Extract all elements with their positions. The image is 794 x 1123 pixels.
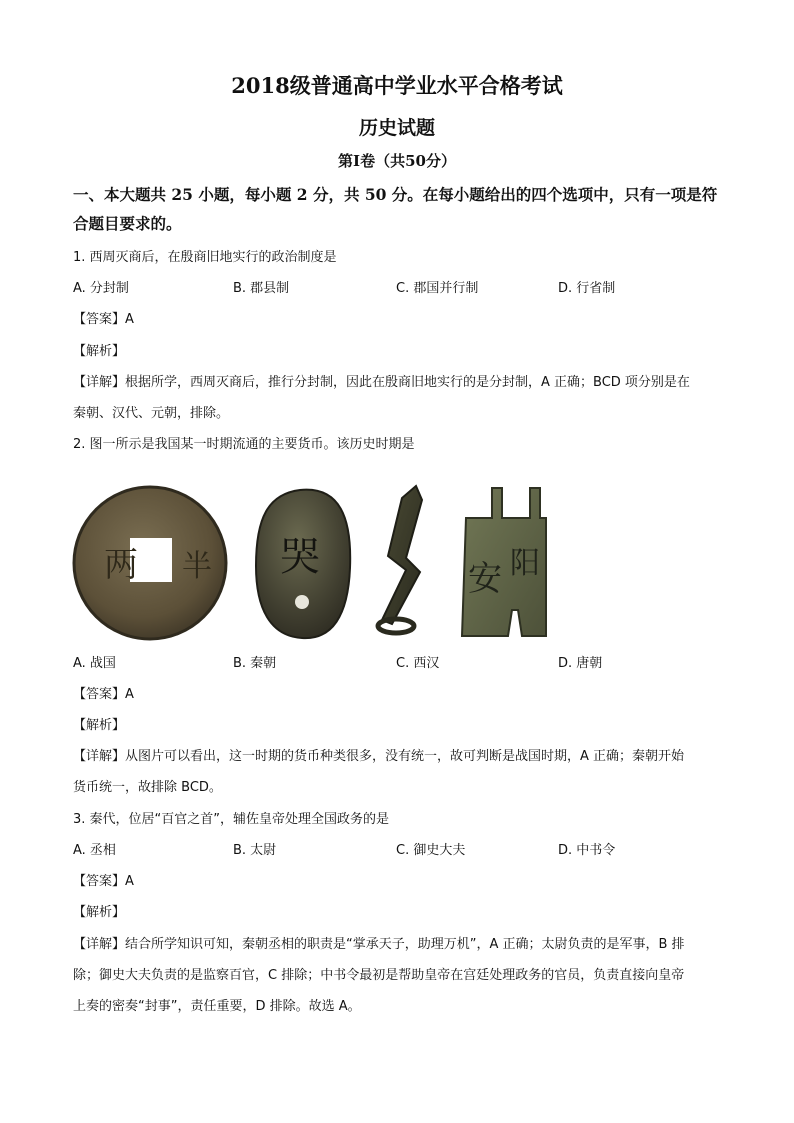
spade-coin-image [462, 488, 546, 636]
question-1-stem: 1. 西周灭商后，在殷商旧地实行的政治制度是 [73, 250, 337, 265]
round-coin-right-glyph: 半 [182, 549, 212, 584]
question-1-option-a: A. 分封制 [73, 281, 129, 296]
question-3-detail-line-2: 除；御史大夫负责的是监察百官，C 排除；中书令最初是帮助皇帝在宫廷处理政务的官员，负责直接向皇帝 [73, 968, 685, 983]
question-3-detail-line-1: 【详解】结合所学知识可知，秦朝丞相的职责是“掌承天子，助理万机”，A 正确；太尉负责的是军事，B 排 [73, 937, 685, 952]
question-2-detail-line-2: 货币统一，故排除 BCD。 [73, 780, 222, 795]
question-2-option-a: A. 战国 [73, 656, 116, 671]
question-3-analysis-label: 【解析】 [73, 905, 126, 920]
knife-coin-image [378, 486, 422, 633]
ant-nose-glyph: 哭 [280, 534, 320, 580]
spade-right-glyph: 阳 [510, 546, 540, 581]
ant-nose-coin-image [256, 490, 350, 638]
round-coin-left-glyph: 两 [104, 545, 138, 585]
exam-subject: 历史试题 [358, 117, 435, 139]
question-3-option-c: C. 御史大夫 [396, 843, 466, 858]
question-1-detail-line-1: 【详解】根据所学，西周灭商后，推行分封制，因此在殷商旧地实行的是分封制，A 正确；BCD 项分别是在 [73, 375, 690, 390]
figure-ancient-coins [70, 478, 630, 648]
question-1-option-d: D. 行省制 [558, 281, 616, 296]
question-2-option-b: B. 秦朝 [233, 656, 277, 671]
question-2-detail-line-1: 【详解】从图片可以看出，这一时期的货币种类很多，没有统一，故可判断是战国时期，A 正确；秦朝开始 [73, 749, 685, 764]
round-coin-image [74, 487, 226, 639]
question-3-answer: 【答案】A [73, 874, 134, 889]
question-3-option-b: B. 太尉 [233, 843, 277, 858]
exam-title: 2018级普通高中学业水平合格考试 [231, 73, 563, 98]
question-3-option-d: D. 中书令 [558, 843, 616, 858]
question-1-option-b: B. 郡县制 [233, 281, 290, 296]
spade-left-glyph: 安 [468, 559, 502, 599]
question-2-option-c: C. 西汉 [396, 656, 440, 671]
question-3-stem: 3. 秦代，位居“百官之首”，辅佐皇帝处理全国政务的是 [73, 812, 390, 827]
question-2-option-d: D. 唐朝 [558, 656, 603, 671]
question-3-option-a: A. 丞相 [73, 843, 116, 858]
exam-part: 第Ⅰ卷（共50分） [338, 152, 456, 170]
question-1-option-c: C. 郡国并行制 [396, 281, 479, 296]
question-2-stem: 2. 图一所示是我国某一时期流通的主要货币。该历史时期是 [73, 437, 415, 452]
question-2-answer: 【答案】A [73, 687, 134, 702]
question-3-detail-line-3: 上奏的密奏“封事”，责任重要，D 排除。故选 A。 [73, 999, 361, 1014]
section-instructions-line-1: 一、本大题共 25 小题，每小题 2 分，共 50 分。在每小题给出的四个选项中，只有一项是符 [73, 185, 718, 204]
question-1-detail-line-2: 秦朝、汉代、元朝，排除。 [73, 406, 230, 421]
question-2-analysis-label: 【解析】 [73, 718, 126, 733]
section-instructions-line-2: 合题目要求的。 [73, 214, 182, 233]
question-1-answer: 【答案】A [73, 312, 134, 327]
question-1-analysis-label: 【解析】 [73, 344, 126, 359]
